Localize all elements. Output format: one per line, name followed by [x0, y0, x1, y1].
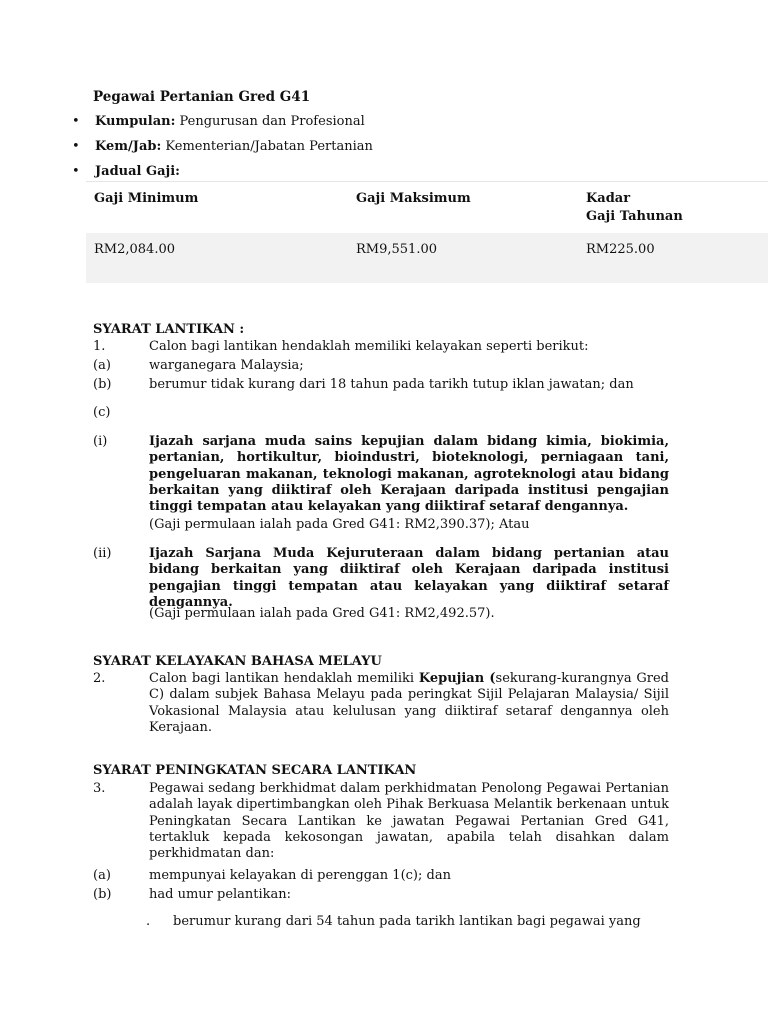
- item-label: (b): [93, 887, 112, 902]
- item-number: 1.: [93, 339, 106, 354]
- salary-note: (Gaji permulaan ialah pada Gred G41: RM2,492.57).: [149, 606, 495, 621]
- bullet-icon: •: [72, 114, 80, 129]
- item-label: (ii): [93, 546, 112, 561]
- bullet-value: Kementerian/Jabatan Pertanian: [161, 139, 373, 154]
- bullet-icon: •: [72, 139, 80, 154]
- item-label: (c): [93, 405, 111, 420]
- page-title: Pegawai Pertanian Gred G41: [93, 89, 311, 105]
- header-gaji-minimum: Gaji Minimum: [94, 191, 199, 206]
- item-text: Calon bagi lantikan hendaklah memiliki kelayakan seperti berikut:: [149, 339, 589, 354]
- item-text: had umur pelantikan:: [149, 887, 292, 902]
- cell-gaji-minimum: RM2,084.00: [94, 242, 175, 257]
- salary-table: [86, 181, 768, 283]
- section-heading-syarat-bahasa: SYARAT KELAYAKAN BAHASA MELAYU: [93, 654, 382, 669]
- item-text: Ijazah sarjana muda sains kepujian dalam bidang kimia, biokimia, pertanian, hortikultur, bioindustri, bioteknologi, perniagaan tani, pengeluaran makanan, teknologi makanan, agroteknologi atau bidang berkaitan yang diiktiraf oleh Kerajaan daripada institusi pengajian tinggi tempatan atau kelayakan yang diiktiraf setaraf dengannya.: [149, 434, 669, 515]
- bullet-icon: •: [72, 164, 80, 179]
- bullet-label: Kumpulan:: [95, 114, 176, 129]
- cell-kadar-gaji-tahunan: RM225.00: [586, 242, 655, 257]
- bullet-value: Pengurusan dan Profesional: [175, 114, 365, 129]
- salary-note: (Gaji permulaan ialah pada Gred G41: RM2,390.37); Atau: [149, 517, 530, 532]
- section-heading-syarat-lantikan: SYARAT LANTIKAN :: [93, 322, 245, 337]
- item-label: (b): [93, 377, 112, 392]
- item-label: (a): [93, 358, 111, 373]
- table-row: [86, 233, 768, 283]
- sub-item-text: berumur kurang dari 54 tahun pada tarikh lantikan bagi pegawai yang: [173, 914, 641, 929]
- header-gaji-maksimum: Gaji Maksimum: [356, 191, 471, 206]
- item-text: mempunyai kelayakan di perenggan 1(c); dan: [149, 868, 451, 883]
- sub-bullet-icon: .: [146, 914, 151, 929]
- item-label: (a): [93, 868, 111, 883]
- item-text: Pegawai sedang berkhidmat dalam perkhidmatan Penolong Pegawai Pertanian adalah layak dipertimbangkan oleh Pihak Berkuasa Melantik berkenaan untuk Peningkatan Secara Lantikan ke jawatan Pegawai Pertanian Gred G41, tertakluk kepada kekosongan jawatan, apabila telah disahkan dalam perkhidmatan dan:: [149, 781, 669, 862]
- item-number: 2.: [93, 671, 106, 686]
- item-text: berumur tidak kurang dari 18 tahun pada tarikh tutup iklan jawatan; dan: [149, 377, 634, 392]
- salary-table-header: [86, 181, 768, 233]
- item-label: (i): [93, 434, 108, 449]
- item-number: 3.: [93, 781, 106, 796]
- item-text: Ijazah Sarjana Muda Kejuruteraan dalam bidang pertanian atau bidang berkaitan yang diiktiraf oleh Kerajaan daripada institusi pengajian tinggi tempatan atau kelayakan yang diiktiraf setaraf dengannya.: [149, 546, 669, 610]
- section-heading-syarat-peningkatan: SYARAT PENINGKATAN SECARA LANTIKAN: [93, 763, 417, 778]
- item-text: Calon bagi lantikan hendaklah memiliki Kepujian (sekurang-kurangnya Gred C) dalam subjek Bahasa Melayu pada peringkat Sijil Pelajaran Malaysia/ Sijil Vokasional Malaysia atau kelulusan yang diiktiraf setaraf dengannya oleh Kerajaan.: [149, 671, 669, 735]
- header-kadar-gaji-tahunan: Kadar Gaji Tahunan: [586, 191, 683, 224]
- item-text: warganegara Malaysia;: [149, 358, 304, 373]
- bullet-label: Kem/Jab:: [95, 139, 162, 154]
- bullet-label: Jadual Gaji:: [95, 164, 180, 179]
- cell-gaji-maksimum: RM9,551.00: [356, 242, 437, 257]
